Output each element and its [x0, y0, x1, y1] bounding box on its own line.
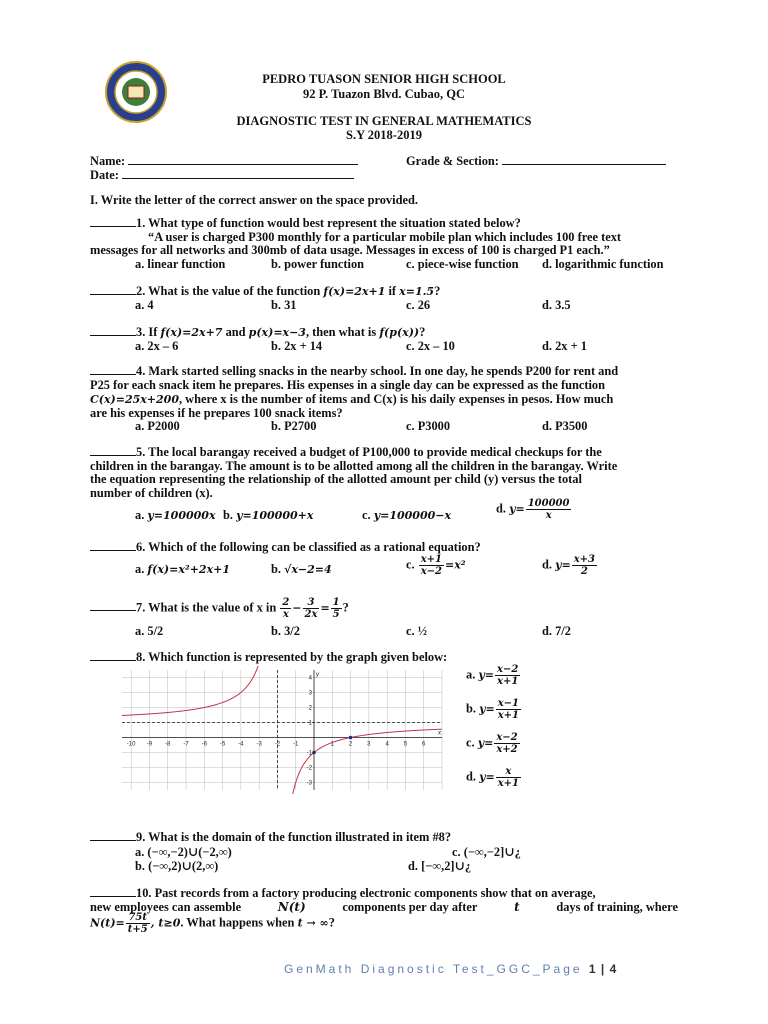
x-tick-label: 4	[385, 741, 389, 748]
q2-option-c: c. 26	[406, 298, 431, 312]
q4-option-d: d. P3500	[542, 419, 588, 433]
q5-line3: the equation representing the relationship of the allotted amount per child (y) versus the total	[90, 472, 582, 486]
marked-point	[312, 751, 316, 755]
q6-option-b: b. √x−2=4	[271, 562, 332, 576]
q6-stem: 6. Which of the following can be classified as a rational equation?	[90, 540, 481, 555]
q7-option-a: a. 5/2	[135, 624, 164, 638]
q8-option-c: c. y= $\frac{x-2}{x+2}$	[466, 732, 518, 755]
q3-stem: 3. If f(x)=2x+7 and p(x)=x−3, then what is f(p(x))?	[90, 325, 425, 340]
q10-line2: new employees can assemble N(t) components per day after t days of training, where	[90, 900, 678, 914]
q8-option-d: d. y= $\frac{x}{x+1}$	[466, 766, 520, 789]
q9-option-b: b. (−∞,2)∪(2,∞)	[135, 859, 219, 873]
q4-line2: P25 for each snack item he prepares. His expenses in a single day can be expressed as the function	[90, 378, 606, 392]
answer-blank[interactable]	[90, 886, 136, 897]
q8-option-a: a. y= $\frac{x-2}{x+1}$	[466, 664, 519, 687]
q8-option-b: b. y= $\frac{x-1}{x+1}$	[466, 698, 520, 721]
x-axis-label: x	[438, 730, 441, 737]
y-tick-label: -2	[306, 765, 312, 772]
date-label: Date:	[90, 168, 119, 182]
answer-blank[interactable]	[90, 364, 136, 375]
answer-blank[interactable]	[90, 650, 136, 661]
q9-option-c: c. (−∞,−2]∪¿	[452, 845, 521, 859]
q6-option-a: a. f(x)=x²+2x+1	[135, 562, 230, 576]
q5-option-b: b. y=100000+x	[223, 508, 314, 522]
q5-line1: 5. The local barangay received a budget of P100,000 to provide medical checkups for the	[90, 445, 602, 460]
page-footer: GenMath Diagnostic Test_GGC_Page 1 | 4	[284, 962, 618, 976]
marked-point	[349, 736, 353, 740]
answer-blank[interactable]	[90, 540, 136, 551]
page-number: 1 | 4	[588, 962, 618, 976]
y-axis-label: y	[316, 672, 319, 678]
school-name: PEDRO TUASON SENIOR HIGH SCHOOL	[262, 72, 506, 86]
x-tick-label: 6	[422, 741, 426, 748]
name-label: Name:	[90, 154, 126, 168]
q5-option-d: d. y= $\frac{100000}{x}$	[496, 498, 570, 521]
answer-blank[interactable]	[90, 325, 136, 336]
q3-option-b: b. 2x + 14	[271, 339, 323, 353]
q7-stem: 7. What is the value of x in $\frac{2}{x}$ − $\frac{3}{2x}$ = $\frac{1}{5}$ ?	[90, 597, 349, 620]
q7-option-c: c. ½	[406, 624, 427, 638]
q5-line2: children in the barangay. The amount is to be allotted among all the children in the barangay. Write	[90, 459, 618, 473]
q4-line4: are his expenses if he prepares 100 snack items?	[90, 406, 343, 420]
instructions: I. Write the letter of the correct answer on the space provided.	[90, 193, 418, 207]
x-tick-label: -9	[146, 741, 153, 748]
q1-option-c: c. piece-wise function	[406, 257, 519, 271]
q10-line1: 10. Past records from a factory producing electronic components show that on average,	[90, 886, 678, 901]
q6-option-c: c. $\frac{x+1}{x-2}$ =x²	[406, 554, 466, 577]
school-address: 92 P. Tuazon Blvd. Cubao, QC	[302, 87, 466, 101]
date-field[interactable]	[90, 168, 354, 183]
x-tick-label: -1	[293, 741, 299, 748]
x-tick-label: -5	[219, 741, 226, 748]
q9-option-a: a. (−∞,−2)∪(−2,∞)	[135, 845, 232, 859]
answer-blank[interactable]	[90, 445, 136, 456]
q4-option-a: a. P2000	[135, 419, 180, 433]
q4-option-c: c. P3000	[406, 419, 451, 433]
x-tick-label: -2	[274, 741, 281, 748]
q3-option-a: a. 2x – 6	[135, 339, 179, 353]
q1-stem: 1. What type of function would best represent the situation stated below?	[90, 216, 521, 231]
school-year: S.Y 2018-2019	[346, 128, 422, 142]
q6-option-d: d. y= $\frac{x+3}{2}$	[542, 554, 596, 577]
x-tick-label: 5	[403, 741, 408, 748]
answer-blank[interactable]	[90, 830, 136, 841]
q7-option-d: d. 7/2	[542, 624, 571, 638]
q9-stem: 9. What is the domain of the function illustrated in item #8?	[90, 830, 451, 845]
y-tick-label: 1	[308, 720, 312, 727]
q8-stem: 8. Which function is represented by the graph given below:	[90, 650, 447, 665]
answer-blank[interactable]	[90, 284, 136, 295]
q4-option-b: b. P2700	[271, 419, 317, 433]
grade-label: Grade & Section:	[406, 154, 499, 168]
q7-option-b: b. 3/2	[271, 624, 300, 638]
curve-right-branch	[292, 729, 442, 794]
q5-option-c: c. y=100000−x	[362, 508, 452, 522]
q1-option-d: d. logarithmic function	[542, 257, 664, 271]
grade-section-field[interactable]	[406, 154, 666, 169]
q10-line3: N(t)= $\frac{75t}{t+5}$ , t≥0. What happens when t → ∞?	[90, 912, 335, 935]
x-tick-label: -10	[126, 741, 136, 748]
q1-option-a: a. linear function	[135, 257, 226, 271]
q8-graph	[118, 666, 454, 794]
q5-option-a: a. y=100000x	[135, 508, 216, 522]
q2-option-a: a. 4	[135, 298, 154, 312]
y-tick-label: -3	[306, 780, 312, 787]
x-tick-label: -8	[165, 741, 171, 748]
x-tick-label: -6	[201, 741, 207, 748]
name-field[interactable]	[90, 154, 358, 169]
y-tick-label: 2	[308, 705, 312, 712]
answer-blank[interactable]	[90, 216, 136, 227]
q1-quote-line2: messages for all networks and 300mb of data usage. Messages in excess of 100 is charged P1 each.”	[90, 243, 610, 257]
q1-option-b: b. power function	[271, 257, 365, 271]
q4-line1: 4. Mark started selling snacks in the nearby school. In one day, he spends P200 for rent and	[90, 364, 618, 379]
q3-option-c: c. 2x – 10	[406, 339, 455, 353]
y-tick-label: 4	[308, 675, 312, 682]
q9-option-d: d. [−∞,2]∪¿	[408, 859, 472, 873]
q4-line3: C(x)=25x+200, where x is the number of items and C(x) is his daily expenses in pesos. How much	[90, 392, 614, 406]
q2-option-d: d. 3.5	[542, 298, 571, 312]
x-tick-label: -3	[256, 741, 262, 748]
q3-option-d: d. 2x + 1	[542, 339, 587, 353]
y-tick-label: 3	[308, 690, 312, 697]
x-tick-label: 2	[348, 741, 353, 748]
x-tick-label: -7	[183, 741, 189, 748]
x-tick-label: 1	[330, 741, 334, 748]
x-tick-label: -4	[238, 741, 244, 748]
q1-quote-line1: “A user is charged P300 monthly for a particular mobile plan which includes 100 free text	[148, 230, 622, 244]
test-title: DIAGNOSTIC TEST IN GENERAL MATHEMATICS	[236, 114, 532, 128]
q8-options	[466, 664, 586, 800]
x-tick-label: 3	[367, 741, 371, 748]
q5-line4: number of children (x).	[90, 486, 213, 500]
curve-left-branch	[122, 666, 259, 715]
answer-blank[interactable]	[90, 600, 136, 611]
q2-stem: 2. What is the value of the function f(x)=2x+1 if x=1.5?	[90, 284, 440, 299]
q2-option-b: b. 31	[271, 298, 297, 312]
y-tick-label: -1	[306, 750, 312, 757]
